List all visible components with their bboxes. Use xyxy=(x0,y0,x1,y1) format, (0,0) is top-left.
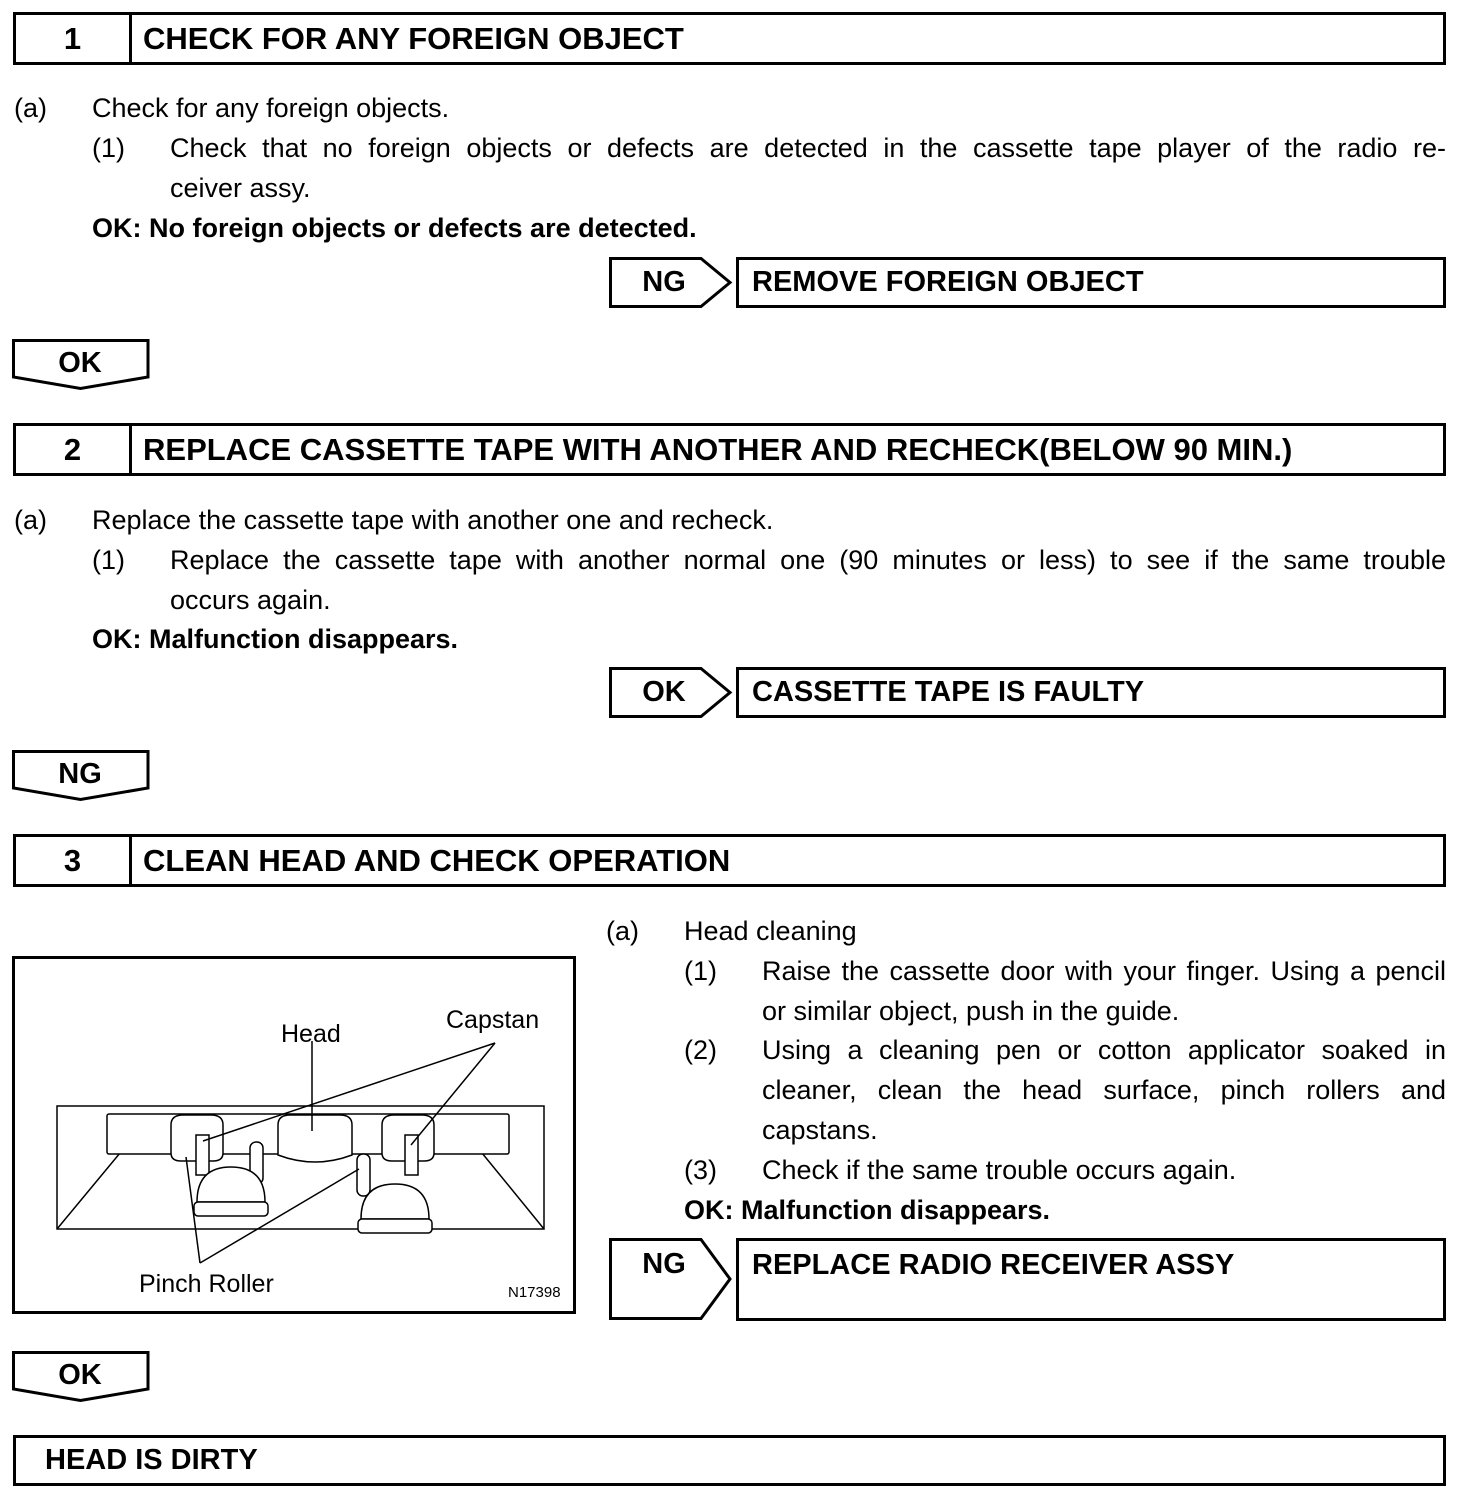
step1-result-box xyxy=(736,257,1446,308)
step3-result-text: REPLACE RADIO RECEIVER ASSY xyxy=(752,1249,1235,1281)
step2-substep1-line2: occurs again. xyxy=(170,585,331,615)
step3-title: CLEAN HEAD AND CHECK OPERATION xyxy=(143,842,731,878)
step1-substep1-label: (1) xyxy=(92,133,125,163)
step2-ok-tag: OK xyxy=(642,676,686,708)
figure-label-pinch-roller: Pinch Roller xyxy=(139,1270,274,1298)
step1-substep1-line2: ceiver assy. xyxy=(170,173,311,203)
final-result-box xyxy=(13,1435,1446,1486)
step2-result-box xyxy=(736,667,1446,718)
step3-item2-text: Using a cleaning pen or cotton applicator soaked in cleaner, clean the head surface, pinch rollers and capstans. xyxy=(762,1035,1446,1145)
step1-ng-tag: NG xyxy=(642,266,686,298)
step2-a-label: (a) xyxy=(14,505,47,535)
step1-title: CHECK FOR ANY FOREIGN OBJECT xyxy=(143,20,684,56)
step3-result-box xyxy=(736,1238,1446,1321)
figure-label-head: Head xyxy=(281,1020,341,1048)
step2-substep1-label: (1) xyxy=(92,545,125,575)
step2-header xyxy=(13,423,1446,476)
step1-result-text: REMOVE FOREIGN OBJECT xyxy=(752,266,1144,298)
step3-number: 3 xyxy=(16,837,132,884)
step3-item3-label: (3) xyxy=(684,1155,717,1185)
step3-header xyxy=(13,834,1446,887)
step3-a-text: Head cleaning xyxy=(684,916,857,946)
step2-number: 2 xyxy=(16,426,132,473)
step1-ok-criteria: OK: No foreign objects or defects are detected. xyxy=(92,213,697,243)
step2-a-text: Replace the cassette tape with another one and recheck. xyxy=(92,505,774,535)
step1-ok-flow-tag: OK xyxy=(58,347,102,379)
step3-ng-tag: NG xyxy=(642,1248,686,1280)
step2-ng-flow-tag: NG xyxy=(58,758,102,790)
cassette-head-figure xyxy=(12,956,576,1314)
step2-ok-criteria: OK: Malfunction disappears. xyxy=(92,624,459,654)
step1-header xyxy=(13,12,1446,65)
step3-ok-criteria: OK: Malfunction disappears. xyxy=(684,1195,1051,1225)
step1-a-text: Check for any foreign objects. xyxy=(92,93,450,123)
step2-result-text: CASSETTE TAPE IS FAULTY xyxy=(752,676,1145,708)
step2-title: REPLACE CASSETTE TAPE WITH ANOTHER AND RECHECK(BELOW 90 MIN.) xyxy=(143,431,1293,467)
step1-a-label: (a) xyxy=(14,93,47,123)
step1-number: 1 xyxy=(16,15,132,62)
final-result-text: HEAD IS DIRTY xyxy=(45,1444,258,1476)
step3-ok-flow-tag: OK xyxy=(58,1359,102,1391)
step1-substep1-line1: Check that no foreign objects or defects are detected in the cassette tape player of the radio re- xyxy=(170,133,1446,163)
step3-item1-label: (1) xyxy=(684,956,717,986)
step3-a-label: (a) xyxy=(606,916,639,946)
step3-item2-label: (2) xyxy=(684,1035,717,1065)
step3-item1-text: Raise the cassette door with your finger. Using a pencil or similar object, push in the guide. xyxy=(762,956,1446,1026)
step3-item3-text: Check if the same trouble occurs again. xyxy=(762,1155,1237,1185)
figure-label-capstan: Capstan xyxy=(446,1006,540,1034)
figure-code: N17398 xyxy=(508,1284,561,1301)
step2-substep1-line1: Replace the cassette tape with another normal one (90 minutes or less) to see if the same trouble xyxy=(170,545,1446,575)
